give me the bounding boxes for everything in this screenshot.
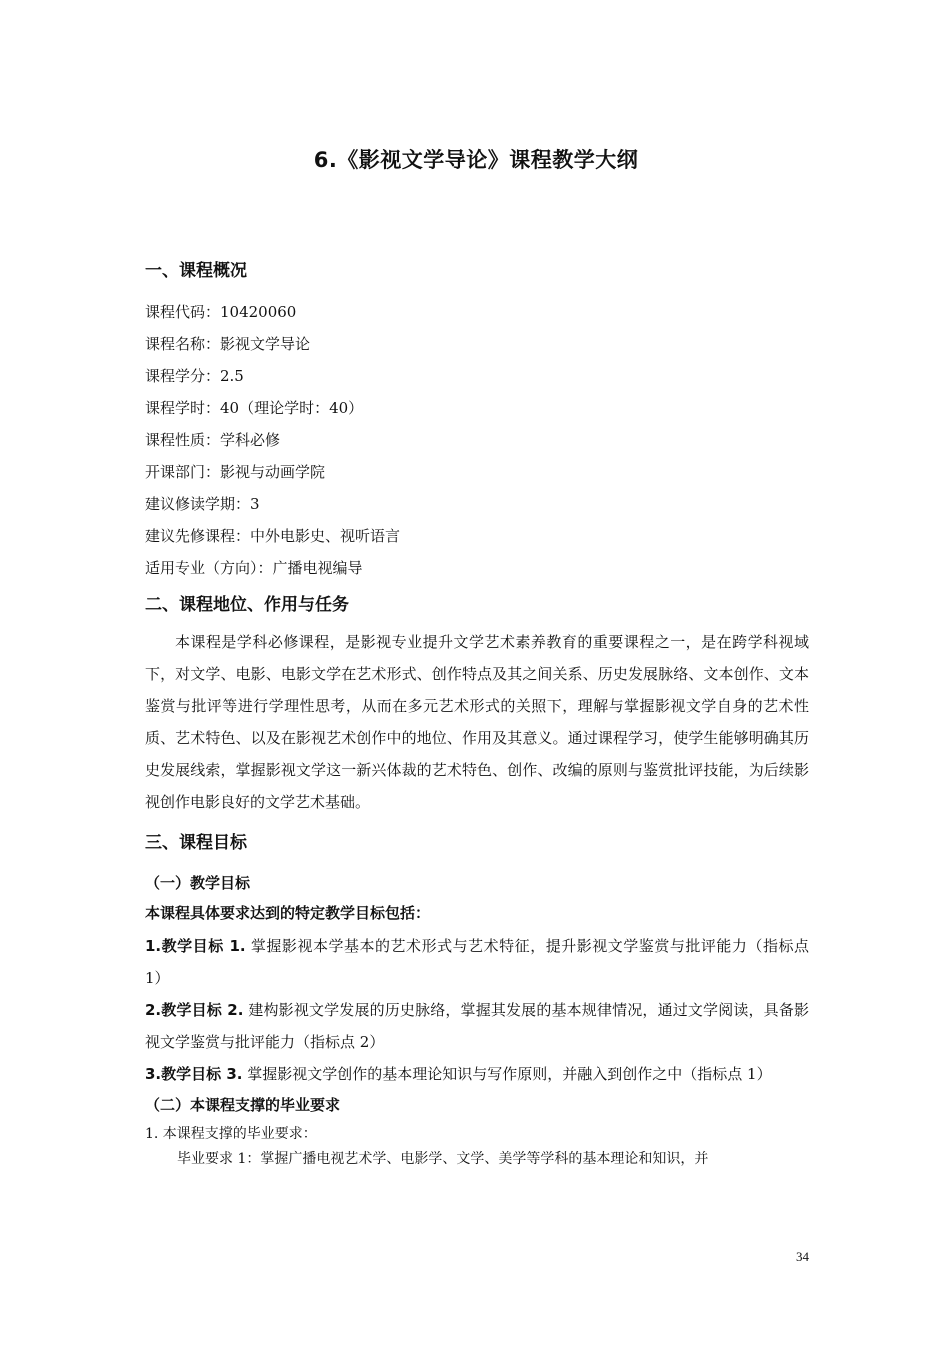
course-name: 课程名称：影视文学导论 (145, 335, 311, 353)
teaching-goal-1-text: 掌握影视本学基本的艺术形式与艺术特征，提升影视文学鉴赏与批评能力（指标点 1） (145, 937, 809, 987)
teaching-goal-3 (145, 1058, 809, 1090)
course-nature: 课程性质：学科必修 (145, 431, 281, 449)
course-info-list (145, 296, 809, 584)
course-prerequisites: 建议先修课程：中外电影史、视听语言 (145, 527, 401, 545)
section1-heading: 一、课程概况 (145, 261, 247, 281)
teaching-goal-1 (145, 930, 809, 994)
course-department: 开课部门：影视与动画学院 (145, 463, 326, 481)
page-number: 34 (796, 1249, 809, 1264)
teaching-goals-intro: 本课程具体要求达到的特定教学目标包括： (145, 904, 431, 922)
teaching-goal-1-lead: 1.教学目标 1. (145, 937, 246, 955)
document-body (145, 258, 809, 1172)
section2-heading: 二、课程地位、作用与任务 (145, 595, 349, 615)
course-code: 课程代码：10420060 (145, 303, 297, 321)
graduation-requirement-1: 毕业要求 1：掌握广播电视艺术学、电影学、文学、美学等学科的基本理论和知识，并 (177, 1151, 709, 1167)
course-major: 适用专业（方向）：广播电视编导 (145, 559, 363, 577)
course-hours: 课程学时：40（理论学时：40） (145, 399, 364, 417)
course-credits: 课程学分：2.5 (145, 367, 244, 385)
graduation-requirements-intro: 1. 本课程支撑的毕业要求： (145, 1126, 317, 1142)
teaching-goals-heading: （一）教学目标 (145, 874, 251, 892)
graduation-requirements-heading: （二）本课程支撑的毕业要求 (145, 1096, 341, 1114)
teaching-goal-3-text: 掌握影视文学创作的基本理论知识与写作原则，并融入到创作之中（指标点 1） (247, 1065, 772, 1083)
section2-paragraph: 本课程是学科必修课程，是影视专业提升文学艺术素养教育的重要课程之一，是在跨学科视域下，对文学、电影、电影文学在艺术形式、创作特点及其之间关系、历史发展脉络、文本创作、文本鉴赏与批评等进行学理性思考，从而在多元艺术形式的关照下，理解与掌握影视文学自身的艺术性质、艺术特色、以及在影视艺术创作中的地位、作用及其意义。通过课程学习，使学生能够明确其历史发展线索，掌握影视文学这一新兴体裁的艺术特色、创作、改编的原则与鉴赏批评技能，为后续影视创作电影良好的文学艺术基础。 (145, 633, 809, 811)
section3-heading: 三、课程目标 (145, 833, 247, 853)
teaching-goal-2-text: 建构影视文学发展的历史脉络，掌握其发展的基本规律情况，通过文学阅读，具备影视文学鉴赏与批评能力（指标点 2） (145, 1001, 809, 1051)
teaching-goal-2 (145, 994, 809, 1058)
course-semester: 建议修读学期：3 (145, 495, 260, 513)
teaching-goal-3-lead: 3.教学目标 3. (145, 1065, 243, 1083)
document-title: 6.《影视文学导论》课程教学大纲 (313, 148, 639, 172)
teaching-goal-2-lead: 2.教学目标 2. (145, 1001, 244, 1019)
